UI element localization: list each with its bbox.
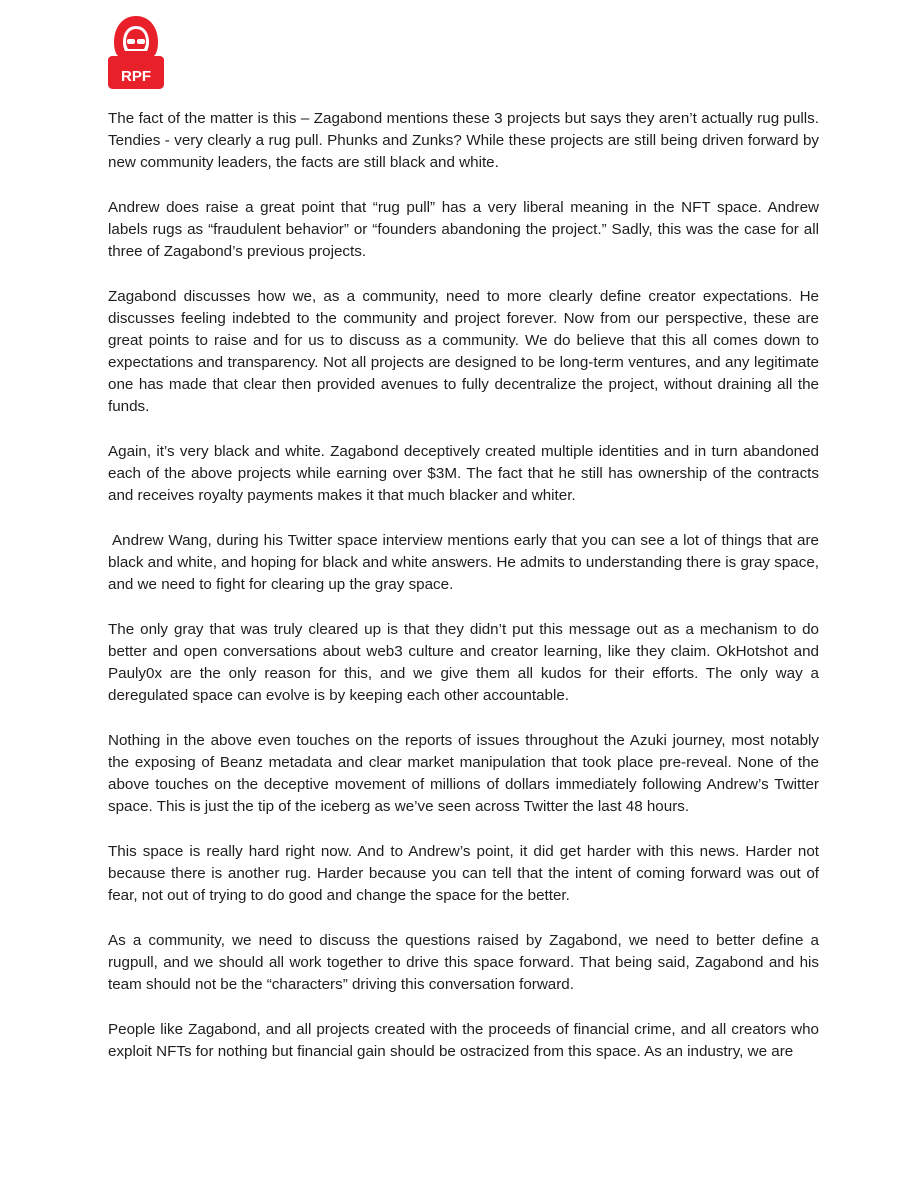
rpf-logo [106,14,166,90]
paragraph: As a community, we need to discuss the questions raised by Zagabond, we need to better define a rugpull, and we should all work together to drive this space forward. That being said, Zagabond and his team should not be the “characters” driving this conversation forward. [108,932,819,993]
paragraph: Andrew Wang, during his Twitter space interview mentions early that you can see a lot of things that are black and white, and hoping for black and white answers. He admits to understanding there is gray space, and we need to fight for clearing up the gray space. [108,532,819,593]
paragraph: Zagabond discusses how we, as a community, need to more clearly define creator expectations. He discusses feeling indebted to the community and project forever. Now from our perspective, these are great points to raise and for us to discuss as a community. We do believe that this all comes down to expectations and transparency. Not all projects are designed to be long-term ventures, and any legitimate one has made that clear then provided avenues to fully decentralize the project, without draining all the funds. [108,288,819,415]
svg-text:RPF: RPF [121,68,151,85]
paragraph: Nothing in the above even touches on the reports of issues throughout the Azuki journey, most notably the exposing of Beanz metadata and clear market manipulation that took place pre-reveal. None of the above touches on the deceptive movement of millions of dollars immediately following Andrew’s Twitter space. This is just the tip of the iceberg as we’ve seen across Twitter the last 48 hours. [108,732,819,815]
paragraph: People like Zagabond, and all projects created with the proceeds of financial crime, and all creators who exploit NFTs for nothing but financial gain should be ostracized from this space. As an industry, we are [108,1021,819,1060]
paragraph: Again, it’s very black and white. Zagabond deceptively created multiple identities and in turn abandoned each of the above projects while earning over $3M. The fact that he still has ownership of the contracts and receives royalty payments makes it that much blacker and whiter. [108,443,819,504]
paragraph: The only gray that was truly cleared up is that they didn’t put this message out as a mechanism to do better and open conversations about web3 culture and creator learning, like they claim. OkHotshot and Pauly0x are the only reason for this, and we give them all kudos for their efforts. The only way a deregulated space can evolve is by keeping each other accountable. [108,621,819,704]
paragraph: Andrew does raise a great point that “rug pull” has a very liberal meaning in the NFT space. Andrew labels rugs as “fraudulent behavior” or “founders abandoning the project.” Sadly, this was the case for all three of Zagabond’s previous projects. [108,199,819,260]
paragraph: This space is really hard right now. And to Andrew’s point, it did get harder with this news. Harder not because there is another rug. Harder because you can tell that the intent of coming forward was out of fear, not out of trying to do good and change the space for the better. [108,843,819,904]
paragraph: The fact of the matter is this – Zagabond mentions these 3 projects but says they aren’t actually rug pulls. Tendies - very clearly a rug pull. Phunks and Zunks? While these projects are still being driven forward by new community leaders, the facts are still black and white. [108,110,819,171]
document-body [108,108,819,1086]
hooded-figure-icon [106,14,166,90]
